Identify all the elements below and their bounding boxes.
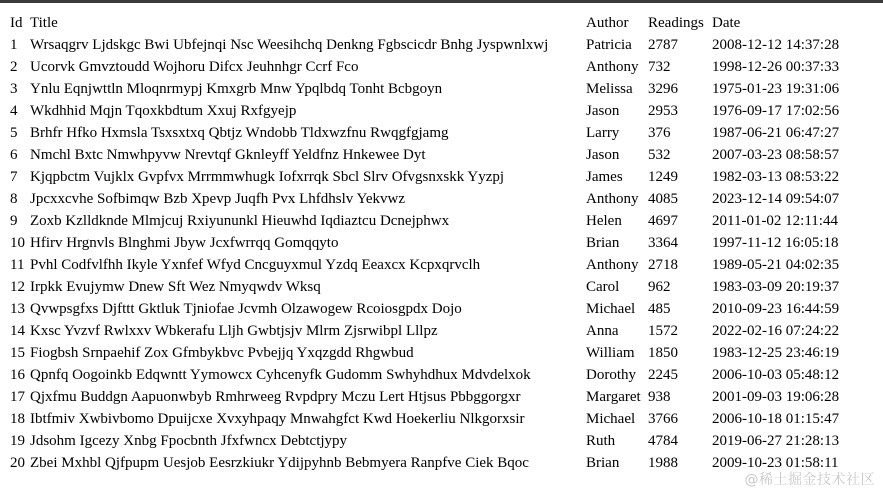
table-row	[8, 386, 850, 408]
cell-readings: 732	[648, 59, 671, 75]
cell-readings: 4784	[648, 433, 678, 449]
cell-title: Pvhl Codfvlfhh Ikyle Yxnfef Wfyd Cncguyxmul Yzdq Eeaxcx Kcpxqrvclh	[30, 257, 481, 273]
cell-title: Wrsaqgrv Ljdskgc Bwi Ubfejnqi Nsc Weesihchq Denkng Fgbscicdr Bnhg Jyspwnlxwj	[30, 37, 549, 53]
table-row	[8, 188, 850, 210]
cell-author: Melissa	[586, 81, 633, 97]
cell-author: Margaret	[586, 389, 641, 405]
cell-date: 1983-12-25 23:46:19	[712, 345, 840, 361]
cell-id: 12	[10, 279, 25, 295]
table-row	[8, 320, 850, 342]
header-readings: Readings	[648, 15, 704, 31]
cell-title: Qpnfq Oogoinkb Edqwntt Yymowcx Cyhcenyfk Gudomm Swhyhdhux Mdvdelxok	[30, 367, 531, 383]
cell-readings: 1988	[648, 455, 678, 471]
cell-readings: 2787	[648, 37, 678, 53]
articles-table	[8, 12, 850, 474]
cell-date: 1989-05-21 04:02:35	[712, 257, 840, 273]
cell-title: Wkdhhid Mqjn Tqoxkbdtum Xxuj Rxfgyejp	[30, 103, 297, 119]
cell-readings: 1249	[648, 169, 678, 185]
cell-date: 2008-12-12 14:37:28	[712, 37, 840, 53]
cell-title: Kxsc Yvzvf Rwlxxv Wbkerafu Lljh Gwbtjsjv Mlrm Zjsrwibpl Lllpz	[30, 323, 438, 339]
cell-readings: 3296	[648, 81, 678, 97]
cell-id: 16	[10, 367, 25, 383]
cell-id: 6	[10, 147, 18, 163]
cell-author: Anthony	[586, 257, 639, 273]
table-row	[8, 452, 850, 474]
cell-author: Larry	[586, 125, 620, 141]
cell-title: Qjxfmu Buddgn Aapuonwbyb Rmhrweeg Rvpdpry Mczu Lert Htjsus Pbbggorgxr	[30, 389, 521, 405]
table-row	[8, 408, 850, 430]
table-row	[8, 166, 850, 188]
cell-id: 7	[10, 169, 18, 185]
cell-author: Carol	[586, 279, 620, 295]
table-row	[8, 232, 850, 254]
table-row	[8, 122, 850, 144]
cell-date: 2007-03-23 08:58:57	[712, 147, 840, 163]
cell-date: 1975-01-23 19:31:06	[712, 81, 840, 97]
cell-date: 1976-09-17 17:02:56	[712, 103, 840, 119]
cell-id: 5	[10, 125, 18, 141]
cell-id: 18	[10, 411, 25, 427]
cell-author: Anthony	[586, 191, 639, 207]
table-header	[8, 12, 850, 34]
cell-date: 2011-01-02 12:11:44	[712, 213, 838, 229]
cell-date: 1982-03-13 08:53:22	[712, 169, 840, 185]
table-row	[8, 342, 850, 364]
cell-id: 2	[10, 59, 18, 75]
cell-title: Jdsohm Igcezy Xnbg Fpocbnth Jfxfwncx Debtctjypy	[30, 433, 348, 449]
cell-id: 4	[10, 103, 18, 119]
header-row	[8, 12, 850, 34]
header-author: Author	[586, 15, 629, 31]
cell-readings: 485	[648, 301, 671, 317]
cell-id: 9	[10, 213, 18, 229]
cell-id: 10	[10, 235, 25, 251]
cell-date: 2022-02-16 07:24:22	[712, 323, 840, 339]
header-date: Date	[712, 15, 741, 31]
table-row	[8, 78, 850, 100]
cell-date: 2001-09-03 19:06:28	[712, 389, 840, 405]
cell-id: 11	[10, 257, 25, 273]
cell-title: Hfirv Hrgnvls Blnghmi Jbyw Jcxfwrrqq Gomqqyto	[30, 235, 339, 251]
cell-title: Zoxb Kzlldknde Mlmjcuj Rxiyununkl Hieuwhd Iqdiaztcu Dcnejphwx	[30, 213, 450, 229]
cell-author: William	[586, 345, 635, 361]
table-row	[8, 298, 850, 320]
cell-title: Ynlu Eqnjwttln Mloqnrmypj Kmxgrb Mnw Ypqlbdq Tonht Bcbgoyn	[30, 81, 443, 97]
cell-id: 19	[10, 433, 25, 449]
cell-readings: 1572	[648, 323, 678, 339]
cell-date: 2006-10-03 05:48:12	[712, 367, 840, 383]
cell-id: 15	[10, 345, 25, 361]
header-title: Title	[30, 15, 58, 31]
cell-author: Michael	[586, 411, 636, 427]
cell-author: Michael	[586, 301, 636, 317]
cell-readings: 2718	[648, 257, 678, 273]
cell-title: Ucorvk Gmvztoudd Wojhoru Difcx Jeuhnhgr Ccrf Fco	[30, 59, 359, 75]
cell-date: 1987-06-21 06:47:27	[712, 125, 840, 141]
cell-author: Anthony	[586, 59, 639, 75]
cell-title: Fiogbsh Srnpaehif Zox Gfmbykbvc Pvbejjq Yxqzgdd Rhgwbud	[30, 345, 414, 361]
cell-author: Brian	[586, 235, 620, 251]
cell-title: Qvwpsgfxs Djfttt Gktluk Tjniofae Jcvmh Olzawogew Rcoiosgpdx Dojo	[30, 301, 462, 317]
cell-title: Irpkk Evujymw Dnew Sft Wez Nmyqwdv Wksq	[30, 279, 321, 295]
cell-date: 1998-12-26 00:37:33	[712, 59, 840, 75]
cell-author: Jason	[586, 147, 620, 163]
cell-readings: 4697	[648, 213, 678, 229]
table-row	[8, 276, 850, 298]
cell-id: 1	[10, 37, 18, 53]
table-row	[8, 430, 850, 452]
watermark: @稀土掘金技术社区	[744, 472, 875, 488]
table-body	[8, 34, 850, 474]
table-row	[8, 34, 850, 56]
cell-readings: 532	[648, 147, 671, 163]
cell-date: 2009-10-23 01:58:11	[712, 455, 839, 471]
cell-readings: 376	[648, 125, 671, 141]
cell-readings: 2953	[648, 103, 678, 119]
header-id: Id	[10, 15, 23, 31]
cell-id: 20	[10, 455, 25, 471]
cell-date: 2006-10-18 01:15:47	[712, 411, 840, 427]
cell-title: Nmchl Bxtc Nmwhpyvw Nrevtqf Gknleyff Yeldfnz Hnkewee Dyt	[30, 147, 426, 163]
cell-readings: 3766	[648, 411, 678, 427]
cell-readings: 1850	[648, 345, 678, 361]
table-row	[8, 210, 850, 232]
cell-id: 8	[10, 191, 18, 207]
cell-author: Ruth	[586, 433, 616, 449]
table-row	[8, 364, 850, 386]
cell-title: Ibtfmiv Xwbivbomo Dpuijcxe Xvxyhpaqy Mnwahgfct Kwd Hoekerliu Nlkgorxsir	[30, 411, 525, 427]
table-row	[8, 144, 850, 166]
cell-author: James	[586, 169, 623, 185]
cell-author: Anna	[586, 323, 619, 339]
cell-readings: 938	[648, 389, 671, 405]
cell-title: Zbei Mxhbl Qjfpupm Uesjob Eesrzkiukr Ydijpyhnb Bebmyera Ranpfve Ciek Bqoc	[30, 455, 529, 471]
cell-id: 17	[10, 389, 25, 405]
cell-author: Jason	[586, 103, 620, 119]
cell-author: Patricia	[586, 37, 632, 53]
table-row	[8, 56, 850, 78]
cell-title: Jpcxxcvhe Sofbimqw Bzb Xpevp Juqfh Pvx Lhfdhslv Yekvwz	[30, 191, 405, 207]
table-row	[8, 100, 850, 122]
cell-id: 3	[10, 81, 18, 97]
table-row	[8, 254, 850, 276]
cell-date: 1997-11-12 16:05:18	[712, 235, 839, 251]
cell-title: Brhfr Hfko Hxmsla Tsxsxtxq Qbtjz Wndobb Tldxwzfnu Rwqgfgjamg	[30, 125, 449, 141]
cell-author: Brian	[586, 455, 620, 471]
cell-readings: 3364	[648, 235, 678, 251]
cell-id: 14	[10, 323, 25, 339]
cell-date: 2019-06-27 21:28:13	[712, 433, 840, 449]
cell-date: 2010-09-23 16:44:59	[712, 301, 840, 317]
cell-date: 1983-03-09 20:19:37	[712, 279, 840, 295]
cell-author: Dorothy	[586, 367, 636, 383]
cell-readings: 962	[648, 279, 671, 295]
cell-id: 13	[10, 301, 25, 317]
cell-readings: 2245	[648, 367, 678, 383]
cell-title: Kjqpbctm Vujklx Gvpfvx Mrrmmwhugk Iofxrrqk Sbcl Slrv Ofvgsnxskk Yyzpj	[30, 169, 505, 185]
cell-readings: 4085	[648, 191, 678, 207]
cell-author: Helen	[586, 213, 622, 229]
cell-date: 2023-12-14 09:54:07	[712, 191, 840, 207]
